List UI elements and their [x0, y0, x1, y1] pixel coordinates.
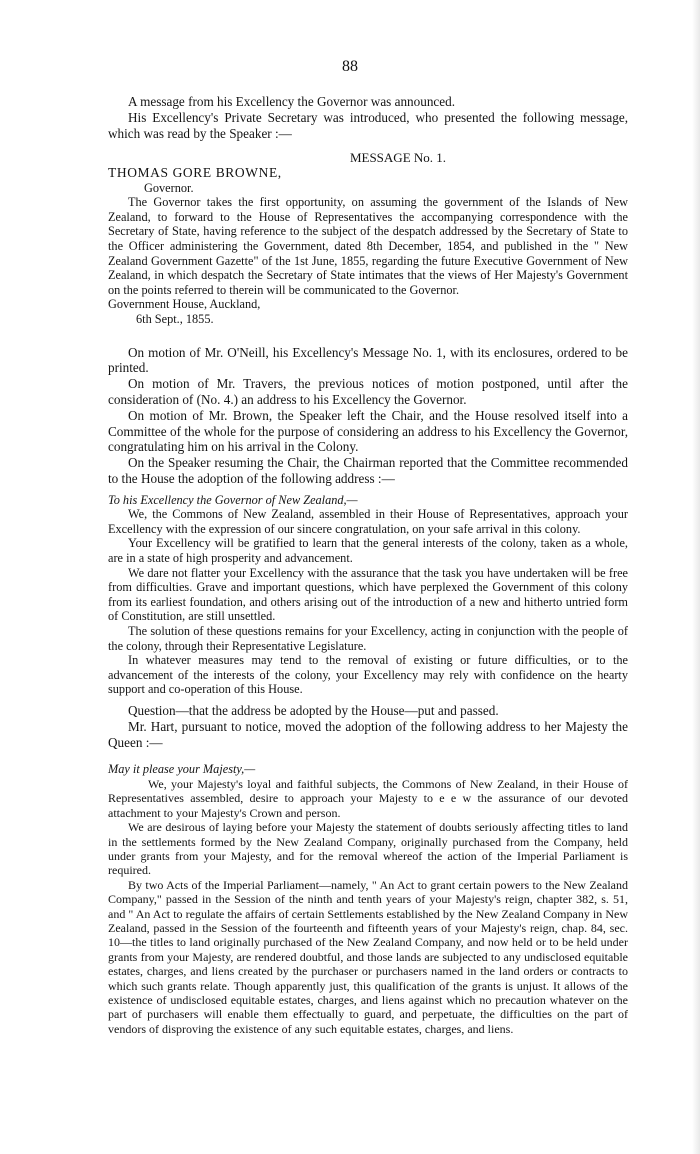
message-body: The Governor takes the first opportunity, on assuming the government of the Islands of New Zealand, to forward to the House of Representatives the accompanying correspondence with the Secretary of State, having reference to the subject of the despatch addressed by the Secretary of State to the Officer administering the Government, dated 8th December, 1854, and published in the " New Zealand Government Gazette" of the 1st June, 1855, regarding the future Executive Government of New Zealand, in which despatch the Secretary of State intimates that the views of Her Majesty's Government on the points referred to therein will be communicated to the Governor. [108, 195, 628, 297]
address-paragraph-2: Your Excellency will be gratified to learn that the general interests of the colony, taken as a whole, are in a state of high prosperity and advancement. [108, 536, 628, 566]
address-paragraph-4: The solution of these questions remains for your Excellency, acting in conjunction with the people of the colony, through their Representative Legislature. [108, 624, 628, 653]
governor-name: THOMAS GORE BROWNE, [108, 164, 282, 180]
question-passed: Question—that the address be adopted by the House—put and passed. [128, 703, 499, 718]
address-paragraph-3: We dare not flatter your Excellency with the assurance that the task you have undertaken will be free from difficulties. Grave and important questions, which have perplexed the Government of this colony from its earliest foundation, and others arising out of the introduction of a new and hitherto untried form of Constitution, are still unsettled. [108, 565, 628, 624]
speaker-resuming: On the Speaker resuming the Chair, the Chairman reported that the Committee recommended to the House the adoption of the following address :— [108, 455, 628, 486]
address-salutation: To his Excellency the Governor of New Zealand,— [108, 492, 358, 507]
page-edge [692, 0, 700, 1154]
queen-salutation: May it please your Majesty,— [108, 762, 256, 777]
message-date: 6th Sept., 1855. [136, 311, 214, 326]
address-paragraph-1: We, the Commons of New Zealand, assembled in their House of Representatives, approach your Excellency with the expression of our sincere congratulation, on your safe arrival in this colony. [108, 507, 628, 536]
governor-title: Governor. [144, 180, 194, 195]
queen-paragraph-3: By two Acts of the Imperial Parliament—namely, " An Act to grant certain powers to the New Zealand Company," passed in the Session of the ninth and tenth years of your Majesty's reign, chapter 382, s. 51, and " An Act to regulate the affairs of certain Settlements established by the New Zealand Company in New Zealand, passed in the Session of the fourteenth and fifteenth years of your Majesty's reign, chap. 84, sec. 10—the titles to land originally purchased of the New Zealand Company, and now held or to be held under grants from your Majesty, are rendered doubtful, and those lands are subjected to any undisclosed equitable estates, charges, and liens created by the purchaser or purchasers named in the land orders or contracts to which such grants relate. Though apparently just, this qualification of the grants is unjust. It allows of the existence of undisclosed equitable estates, charges, and liens against which no precaution whatever on the part of purchasers will enable them effectually to guard, and perpetuate, the difficulties on the part of vendors of disproving the existence of any such equitable estates, charges, and liens. [108, 877, 628, 1036]
queen-paragraph-2: We are desirous of laying before your Majesty the statement of doubts seriously affecting titles to land in the settlements formed by the New Zealand Company, originally purchased from the Company, held under grants from your Majesty, and for the removal whereof the action of the Imperial Parliament is required. [108, 820, 628, 878]
brown-motion: On motion of Mr. Brown, the Speaker left the Chair, and the House resolved itself into a Committee of the whole for the purpose of considering an address to his Excellency the Governor, congratulating him on his arrival in the Colony. [108, 407, 628, 455]
oneill-motion: On motion of Mr. O'Neill, his Excellency's Message No. 1, with its enclosures, ordered to be printed. [108, 344, 628, 376]
page-number: 88 [342, 58, 358, 75]
travers-motion: On motion of Mr. Travers, the previous notices of motion postponed, until after the consideration of (No. 4.) an address to his Excellency the Governor. [108, 376, 628, 407]
hart-motion: Mr. Hart, pursuant to notice, moved the adoption of the following address to her Majesty the Queen :— [108, 718, 628, 750]
government-house-line: Government House, Auckland, [108, 297, 261, 312]
secretary-paragraph: His Excellency's Private Secretary was introduced, who presented the following message, which was read by the Speaker :— [108, 109, 628, 141]
announce-paragraph: A message from his Excellency the Governor was announced. [128, 94, 456, 109]
page-body [108, 94, 628, 1036]
address-paragraph-5: In whatever measures may tend to the removal of existing or future difficulties, or to the advancement of the interests of the colony, your Excellency may rely with confidence on the hearty support and co-operation of this House. [108, 653, 628, 697]
queen-paragraph-1: We, your Majesty's loyal and faithful subjects, the Commons of New Zealand, in their House of Representatives assembled, desire to approach your Majesty to e e w the assurance of our devoted attachment to your Majesty's Crown and person. [108, 776, 628, 820]
message-heading: MESSAGE No. 1. [349, 150, 447, 166]
